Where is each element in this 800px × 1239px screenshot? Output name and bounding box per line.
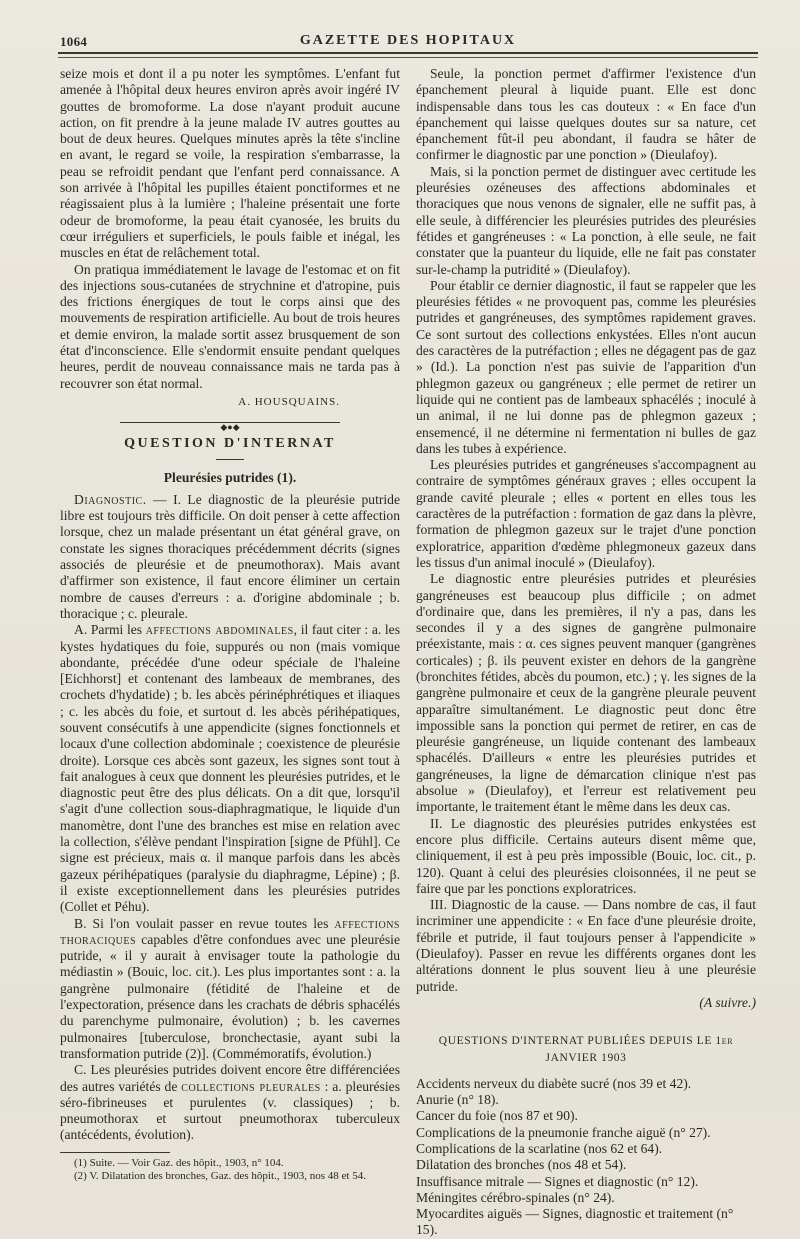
title-rule <box>216 459 244 460</box>
article-paragraph: Le diagnostic entre pleurésies putrides et pleurésies gangréneuses est beaucoup plus difficile ; on admet d'ordinaire que, dans les premières, il n'y a pas, dans les secondes il y a des signes de gangrène pulmonaire préexistante, mais : α. ces signes peuvent manquer (gangrènes corticales) ; β. ils peuvent exister en dehors de la gangrène (bronchites fétides, abcès du poumon, etc.) ; γ. les signes de la gangrène pulmonaire et ceux de la gangrène pleurale peuvent apparaître simultanément. Le diagnostic peut donc être impossible sans la ponction qui permet de retirer, en cas de pleurésie gangréneuse, un liquide contenant des lambeaux sphacélés. D'ailleurs « entre les pleurésies putrides et gangréneuses, la ligne de démarcation clinique n'est pas absolue » (Dieulafoy), et l'erreur est relativement peu importante, le traitement étant le même dans les deux cas. <box>416 571 756 815</box>
page-header <box>58 30 758 52</box>
list-item: Cancer du foie (nos 87 et 90). <box>416 1108 578 1124</box>
footnote-rule <box>60 1152 170 1153</box>
section-ornament <box>60 418 400 433</box>
article-paragraph: C. Les pleurésies putrides doivent encore être différenciées des autres variétés de collections pleurales : a. pleurésies séro-fibrineuses et purulentes (v. classiques) ; b. pneumothorax et surtout pneumothorax tuberculeux (antécédents, évolution). <box>60 1062 400 1143</box>
header-rule-thick <box>58 52 758 54</box>
list-item: Accidents nerveux du diabète sucré (nos 39 et 42). <box>416 1075 692 1091</box>
article-paragraph: A. Parmi les affections abdominales, il faut citer : a. les kystes hydatiques du foie, suppurés ou non (mais vomique abondante, précédée d'une odeur spéciale de l'haleine [Eichhorst] et contenant des lambeaux de membranes, des crochets d'hydatide) ; b. les abcès périnéphrétiques et iliaques ; c. les abcès du foie, et surtout d. les abcès périhépatiques, souvent consécutifs à une appendicite (signes fonctionnels et locaux d'une collection abdominale ; coexistence de pleurésie droite). Lorsque ces abcès sont gazeux, les signes sont tout à fait analogues à ceux que donnent les pleurésies putrides, et le diagnostic peut être des plus délicats. On a dit que, lorsqu'il s'agit d'une collection sous-diaphragmatique, le liquide d'un manomètre, dont l'une des branches est mise en relation avec la collection, s'élève pendant l'inspiration [signe de Pfühl]. Ce signe est précieux, mais α. il manque parfois dans les abcès gazeux périhépatiques (paralysie du diaphragme, Lépine) ; β. il existe exceptionnellement dans les pleurésies putrides (Collet et Péhu). <box>60 622 401 915</box>
section-title: QUESTION D'INTERNAT <box>124 436 336 452</box>
article-paragraph: II. Le diagnostic des pleurésies putrides enkystées est encore plus difficile. Certains auteurs disent même que, cliniquement, il est à peu près impossible (Bouic, loc. cit., p. 120). Quant à celui des pleurésies cloisonnées, il ne peut se faire que par les ponctions exploratrices. <box>416 815 756 896</box>
page-number: 1064 <box>60 34 88 49</box>
left-column <box>60 66 400 1183</box>
list-item: Méningites cérébro-spinales (n° 24). <box>416 1189 615 1205</box>
article-paragraph: B. Si l'on voulait passer en revue toutes les affections thoraciques capables d'être confondues avec une pleurésie putride, « il y aurait à envisager toute la pathologie du médiastin » (Bouic, loc. cit.). Les plus importantes sont : a. la gangrène pulmonaire (fétidité de l'haleine et de l'expectoration, présence dans les crachats de débris sphacélés du parenchyme pulmonaire, évolution) ; b. les cavernes pulmonaires [tuberculose, bronchectasie, ayant subi la transformation putride (2)]. (Commémoratifs, évolution.) <box>60 915 400 1061</box>
diagnostic-label: Diagnostic. <box>74 491 147 507</box>
article-paragraph: Diagnostic. — I. Le diagnostic de la pleurésie putride libre est toujours très difficile. On doit penser à cette affection lorsque, chez un malade présentant un état général grave, on constate les signes thoraciques précédemment décrits (signes associés de pleurésie et de pneumothorax). Mais avant d'affirmer son existence, il faut encore éliminer un certain nombre de causes d'erreurs : a. d'origine abdominale ; b. thoracique ; c. pleurale. <box>60 491 400 621</box>
article-paragraph: III. Diagnostic de la cause. — Dans nombre de cas, il faut incriminer une appendicite : « En face d'une pleurésie droite, fébrile et putride, il faut toujours penser à l'appendicite » (Dieulafoy). Passer en revue les différents organes dont les altérations donnent le plus souvent lieu à une pleurésie putride. <box>416 897 756 994</box>
footnote: (2) V. Dilatation des bronches, Gaz. des hôpit., 1903, nos 48 et 54. <box>74 1169 366 1182</box>
article-paragraph: Les pleurésies putrides et gangréneuses s'accompagnent au contraire de symptômes généraux graves ; elles occupent la grande cavité pleurale ; elles « portent en elles tous les caractères de la putréfaction : formation de gaz dans la plèvre, formation de phlegmon gazeux sur le trajet d'une ponction exploratrice, apparition d'œdème phlegmoneux gazeux dans les tissus d'un animal inoculé » (Dieulafoy). <box>416 457 756 570</box>
published-questions-list <box>416 1076 756 1239</box>
list-item: Insuffisance mitrale — Signes et diagnostic (n° 12). <box>416 1173 699 1189</box>
article-subtitle: Pleurésies putrides (1). <box>163 469 297 485</box>
author-signature: A. HOUSQUAINS. <box>238 395 340 408</box>
article-paragraph: Pour établir ce dernier diagnostic, il faut se rappeler que les pleurésies fétides « ne provoquent pas, comme les pleurésies putrides et gangréneuses, des symptômes rapidement graves. Ce sont surtout des collections enkystées. Elles n'ont aucun des caractères de la putréfaction ; elles ne dégagent pas de gaz » (Id.). La ponction n'est pas suivie de l'apparition d'un phlegmon gazeux ou gangréneux ; elle permet de retirer un liquide qui ne contient pas de lambeaux sphacélés ; inoculé à un animal, il ne lui donne pas de phlegmon gazeux ; ensemencé, il ne détermine ni fermentation ni bulles de gaz dans les tubes à expérience. <box>416 277 756 456</box>
list-item: Complications de la pneumonie franche aiguë (n° 27). <box>416 1124 711 1140</box>
article-paragraph: Seule, la ponction permet d'affirmer l'existence d'un épanchement pleural à liquide puant. Elle est donc indispensable dans tous les cas douteux : « En face d'un épanchement qui laisse quelques doutes sur sa nature, cet épanchement fût-il peu abondant, il faudra se hâter de confirmer le diagnostic par une ponction » (Dieulafoy). <box>416 66 756 163</box>
footnote: (1) Suite. — Voir Gaz. des hôpit., 1903, n° 104. <box>74 1156 284 1169</box>
journal-title: GAZETTE DES HOPITAUX <box>299 33 517 48</box>
list-heading: QUESTIONS D'INTERNAT PUBLIÉES DEPUIS LE 1er JANVIER 1903 <box>438 1035 734 1064</box>
article-paragraph: On pratiqua immédiatement le lavage de l'estomac et on fit des injections sous-cutanées de strychnine et d'atropine, puis des frictions énergiques de tout le corps ainsi que des mouvements de respiration artificielle. Au bout de trois heures et demie environ, la malade sortit assez brusquement de son état d'inconscience. Elle s'endormit ensuite pendant quelques heures, perdit de nouveau connaissance mais ne tarda pas à recouvrer son état normal. <box>60 261 400 391</box>
article-paragraph: seize mois et dont il a pu noter les symptômes. L'enfant fut amenée à l'hôpital deux heures environ après avoir ingéré IV gouttes de bromoforme. La dose n'ayant produit aucune action, on fit prendre à la jeune malade IV autres gouttes au bout de deux heures. Quelques minutes après la tête s'incline en avant, le regard se voile, la respiration s'embarrasse, la peau se refroidit pendant que l'enfant perd connaissance. A son arrivée à l'hôpital les pupilles étaient ponctiformes et ne réagissaient plus à la lumière ; l'haleine présentait une forte odeur de bromoforme, la peau était cyanosée, les bruits du cœur irréguliers et superficiels, le pouls faible et inégal, les muscles en état de relâchement total. <box>60 66 400 261</box>
list-item: Dilatation des bronches (nos 48 et 54). <box>416 1157 627 1173</box>
list-item: Myocardites aiguës — Signes, diagnostic et traitement (n° 15). <box>416 1206 734 1238</box>
list-item: Complications de la scarlatine (nos 62 et 64). <box>416 1141 663 1156</box>
ornament-icon: ◆●◆ <box>216 423 243 431</box>
list-item: Anurie (n° 18). <box>416 1092 499 1108</box>
to-be-continued: (A suivre.) <box>699 994 756 1010</box>
right-column <box>416 66 756 1239</box>
header-rule-thin <box>58 57 758 58</box>
article-paragraph: Mais, si la ponction permet de distinguer avec certitude les pleurésies ozéneuses des affections abdominales et thoraciques que nous venons de signaler, elle ne suffit pas, à elle seule, à différencier les pleurésies putrides des pleurésies fétides et gangréneuses : « La ponction, à elle seule, ne fait constater que la puanteur du liquide, elle ne fait pas constater sur-le-champ la putridité » (Dieulafoy). <box>416 163 756 277</box>
